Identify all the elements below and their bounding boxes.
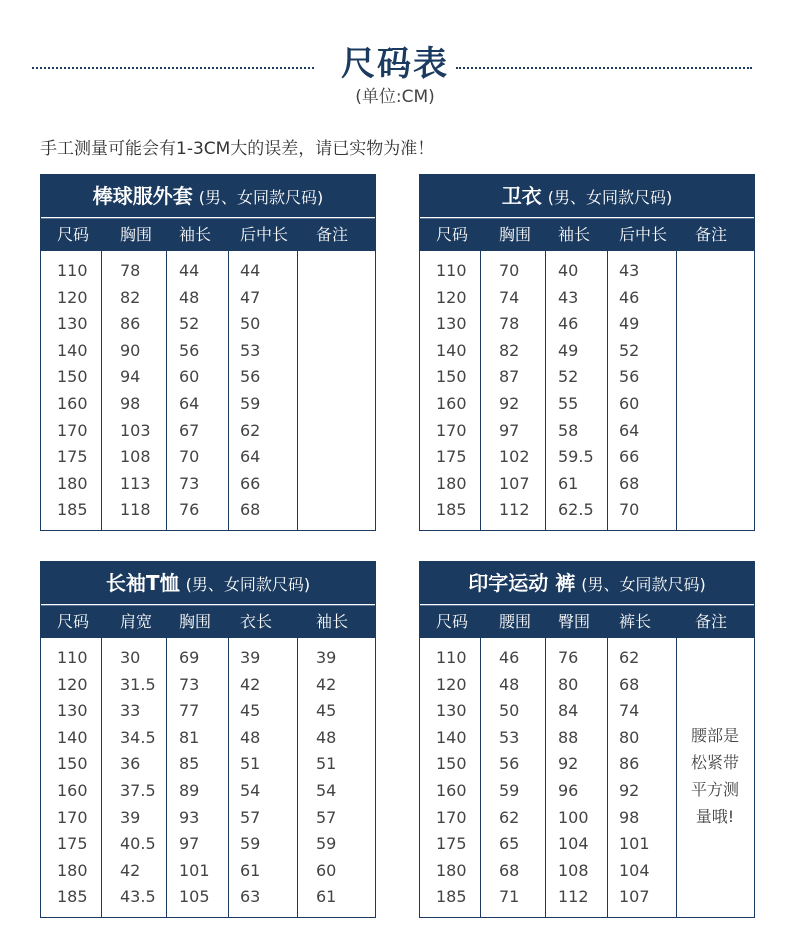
table-cell: 61 [316, 887, 337, 907]
column-divider [545, 638, 546, 917]
column-divider [480, 251, 481, 530]
size-table-sweatpants [419, 561, 755, 918]
table-cell: 175 [436, 834, 467, 854]
table-cell: 170 [436, 420, 467, 440]
table-cell: 107 [619, 887, 650, 907]
table-cell: 108 [120, 447, 151, 467]
table-cell: 59 [240, 834, 261, 854]
table-cell: 56 [240, 367, 261, 387]
table-cell: 46 [558, 314, 579, 334]
table-cell: 130 [436, 701, 467, 721]
table-cell: 48 [240, 727, 261, 747]
table-cell: 40 [558, 261, 579, 280]
table-cell: 46 [619, 287, 640, 307]
table-cell: 45 [316, 701, 337, 721]
table-cell: 130 [436, 314, 467, 334]
table-cell: 98 [120, 394, 141, 413]
table-cell: 42 [316, 674, 337, 694]
column-header: 袖长 [316, 612, 349, 631]
table-cell: 50 [499, 701, 520, 721]
table-cell: 65 [499, 834, 520, 854]
table-cell: 54 [316, 781, 337, 800]
column-header: 备注 [695, 225, 728, 244]
table-cell: 140 [436, 340, 467, 360]
column-divider [607, 251, 608, 530]
table-cell: 150 [57, 367, 88, 387]
table-cell: 160 [57, 781, 88, 800]
table-cell: 175 [436, 447, 467, 467]
table-header-row [41, 218, 375, 251]
table-cell: 60 [316, 860, 337, 880]
table-cell: 59 [316, 834, 337, 854]
table-cell: 98 [619, 807, 640, 827]
table-cell: 34.5 [120, 727, 156, 747]
table-cell: 66 [619, 447, 640, 467]
table-cell: 118 [120, 500, 151, 520]
column-divider [228, 251, 229, 530]
table-title-bar [420, 175, 754, 217]
table-cell: 48 [316, 727, 337, 747]
table-cell: 185 [57, 500, 88, 520]
table-cell: 86 [619, 754, 640, 774]
table-cell: 69 [179, 648, 200, 667]
remark-line: 松紧带 [690, 753, 739, 772]
column-divider [676, 251, 677, 530]
table-cell: 64 [179, 394, 200, 413]
table-cell: 73 [179, 674, 200, 694]
table-cell: 76 [179, 500, 200, 520]
table-cell: 36 [120, 754, 141, 774]
table-cell: 120 [57, 287, 88, 307]
table-title-bar [41, 175, 375, 217]
column-divider [166, 638, 167, 917]
table-title-bar [420, 562, 754, 604]
table-cell: 185 [436, 887, 467, 907]
table-cell: 92 [499, 394, 520, 413]
table-cell: 81 [179, 727, 200, 747]
table-cell: 51 [316, 754, 337, 774]
column-header: 尺码 [57, 225, 90, 244]
table-cell: 48 [179, 287, 200, 307]
table-cell: 62 [499, 807, 520, 827]
table-cell: 105 [179, 887, 210, 907]
table-cell: 44 [179, 261, 200, 280]
table-cell: 52 [179, 314, 200, 334]
unit-label: (单位:CM) [355, 87, 435, 107]
table-cell: 45 [240, 701, 261, 721]
table-cell: 70 [499, 261, 520, 280]
table-cell: 43 [619, 261, 640, 280]
table-cell: 57 [316, 807, 337, 827]
table-cell: 150 [57, 754, 88, 774]
table-cell: 61 [558, 473, 579, 493]
table-cell: 150 [436, 754, 467, 774]
table-cell: 96 [558, 781, 579, 800]
table-cell: 160 [436, 781, 467, 800]
table-cell: 170 [436, 807, 467, 827]
table-cell: 59.5 [558, 447, 594, 467]
column-header: 尺码 [436, 225, 469, 244]
column-header: 袖长 [179, 225, 212, 244]
table-cell: 112 [558, 887, 589, 907]
table-cell: 102 [499, 447, 530, 467]
table-subtitle: (男、女同款尺码) [198, 188, 324, 207]
table-cell: 56 [179, 340, 200, 360]
measurement-note: 手工测量可能会有1-3CM大的误差，请已实物为准！ [40, 139, 435, 159]
table-cell: 70 [179, 447, 200, 467]
table-cell: 89 [179, 781, 200, 800]
table-cell: 56 [499, 754, 520, 774]
table-cell: 97 [179, 834, 200, 854]
table-title: 长袖T恤 [105, 571, 180, 595]
table-cell: 185 [436, 500, 467, 520]
remark-line: 腰部是 [690, 726, 739, 745]
table-cell: 52 [619, 340, 640, 360]
table-cell: 180 [436, 860, 467, 880]
table-cell: 37.5 [120, 781, 156, 800]
table-cell: 67 [179, 420, 200, 440]
table-header-row [420, 605, 754, 638]
table-cell: 62 [619, 648, 640, 667]
table-cell: 59 [499, 781, 520, 800]
table-cell: 108 [558, 860, 589, 880]
table-cell: 70 [619, 500, 640, 520]
table-cell: 39 [240, 648, 261, 667]
page-title: 尺码表 [341, 44, 449, 84]
table-cell: 46 [499, 648, 520, 667]
table-cell: 53 [499, 727, 520, 747]
table-cell: 56 [619, 367, 640, 387]
table-cell: 59 [240, 394, 261, 413]
table-cell: 60 [619, 394, 640, 413]
table-cell: 82 [120, 287, 141, 307]
column-header: 备注 [316, 225, 349, 244]
column-header: 后中长 [240, 225, 289, 244]
table-cell: 60 [179, 367, 200, 387]
column-divider [480, 638, 481, 917]
table-cell: 120 [436, 674, 467, 694]
table-cell: 170 [57, 807, 88, 827]
table-cell: 185 [57, 887, 88, 907]
column-divider [545, 251, 546, 530]
table-cell: 113 [120, 473, 151, 493]
remark-line: 平方测 [690, 780, 739, 799]
table-cell: 90 [120, 340, 141, 360]
table-cell: 130 [57, 701, 88, 721]
table-cell: 92 [619, 781, 640, 800]
table-cell: 49 [558, 340, 579, 360]
column-divider [101, 251, 102, 530]
table-cell: 110 [436, 261, 467, 280]
table-cell: 175 [57, 834, 88, 854]
table-cell: 73 [179, 473, 200, 493]
table-cell: 97 [499, 420, 520, 440]
table-title-bar [41, 562, 375, 604]
dotted-divider-right [456, 67, 752, 69]
table-cell: 92 [558, 754, 579, 774]
table-cell: 94 [120, 367, 141, 387]
table-cell: 62.5 [558, 500, 594, 520]
column-divider [166, 251, 167, 530]
column-header: 尺码 [436, 612, 469, 631]
column-header: 腰围 [499, 612, 532, 631]
table-cell: 52 [558, 367, 579, 387]
table-cell: 100 [558, 807, 589, 827]
table-cell: 43.5 [120, 887, 156, 907]
table-cell: 51 [240, 754, 261, 774]
column-header: 后中长 [619, 225, 668, 244]
table-cell: 170 [57, 420, 88, 440]
table-cell: 112 [499, 500, 530, 520]
table-cell: 64 [240, 447, 261, 467]
table-cell: 110 [57, 261, 88, 280]
table-cell: 50 [240, 314, 261, 334]
table-cell: 110 [57, 648, 88, 667]
column-header: 袖长 [558, 225, 591, 244]
table-cell: 80 [619, 727, 640, 747]
column-header: 备注 [695, 612, 728, 631]
table-subtitle: (男、女同款尺码) [547, 188, 673, 207]
table-cell: 120 [436, 287, 467, 307]
table-cell: 93 [179, 807, 200, 827]
table-title: 印字运动 裤 [468, 571, 576, 595]
table-cell: 44 [240, 261, 261, 280]
table-cell: 130 [57, 314, 88, 334]
table-cell: 43 [558, 287, 579, 307]
remark-line: 量哦! [695, 807, 735, 826]
table-cell: 104 [619, 860, 650, 880]
column-header: 胸围 [179, 612, 212, 631]
table-cell: 54 [240, 781, 261, 800]
table-cell: 39 [316, 648, 337, 667]
table-cell: 88 [558, 727, 579, 747]
title-row [0, 36, 790, 86]
column-divider [607, 638, 608, 917]
column-divider [297, 251, 298, 530]
table-cell: 55 [558, 394, 579, 413]
table-header-row [420, 218, 754, 251]
table-cell: 120 [57, 674, 88, 694]
column-header: 裤长 [619, 612, 652, 631]
table-cell: 86 [120, 314, 141, 334]
size-table-baseball-jacket [40, 174, 376, 531]
table-cell: 85 [179, 754, 200, 774]
table-cell: 42 [120, 860, 141, 880]
table-cell: 160 [57, 394, 88, 413]
table-cell: 74 [619, 701, 640, 721]
table-cell: 47 [240, 287, 261, 307]
table-cell: 101 [179, 860, 210, 880]
table-cell: 49 [619, 314, 640, 334]
table-title: 棒球服外套 [92, 184, 193, 208]
table-cell: 80 [558, 674, 579, 694]
size-table-hoodie [419, 174, 755, 531]
table-cell: 33 [120, 701, 141, 721]
table-cell: 150 [436, 367, 467, 387]
column-divider [101, 638, 102, 917]
table-cell: 140 [57, 340, 88, 360]
table-cell: 42 [240, 674, 261, 694]
table-cell: 61 [240, 860, 261, 880]
column-header: 胸围 [120, 225, 153, 244]
table-cell: 175 [57, 447, 88, 467]
column-header: 胸围 [499, 225, 532, 244]
size-table-long-sleeve-tee [40, 561, 376, 918]
column-header: 臀围 [558, 612, 591, 631]
column-header: 尺码 [57, 612, 90, 631]
table-cell: 62 [240, 420, 261, 440]
table-cell: 87 [499, 367, 520, 387]
table-cell: 68 [499, 860, 520, 880]
table-cell: 180 [57, 473, 88, 493]
table-cell: 68 [619, 473, 640, 493]
column-header: 肩宽 [120, 612, 153, 631]
table-cell: 140 [57, 727, 88, 747]
table-cell: 63 [240, 887, 261, 907]
table-title: 卫衣 [501, 184, 542, 208]
table-cell: 66 [240, 473, 261, 493]
table-cell: 57 [240, 807, 261, 827]
table-cell: 160 [436, 394, 467, 413]
table-cell: 64 [619, 420, 640, 440]
table-cell: 103 [120, 420, 151, 440]
column-divider [297, 638, 298, 917]
table-subtitle: (男、女同款尺码) [581, 575, 706, 594]
table-cell: 110 [436, 648, 467, 667]
table-cell: 77 [179, 701, 200, 721]
column-header: 衣长 [240, 612, 273, 631]
table-cell: 78 [120, 261, 141, 280]
table-cell: 180 [436, 473, 467, 493]
column-divider [228, 638, 229, 917]
table-cell: 76 [558, 648, 579, 667]
table-subtitle: (男、女同款尺码) [185, 575, 311, 594]
table-cell: 68 [619, 674, 640, 694]
table-cell: 140 [436, 727, 467, 747]
table-cell: 39 [120, 807, 141, 827]
table-cell: 48 [499, 674, 520, 694]
table-cell: 58 [558, 420, 579, 440]
table-cell: 107 [499, 473, 530, 493]
table-cell: 101 [619, 834, 650, 854]
table-cell: 78 [499, 314, 520, 334]
table-cell: 84 [558, 701, 579, 721]
table-cell: 53 [240, 340, 261, 360]
table-cell: 30 [120, 648, 141, 667]
table-cell: 40.5 [120, 834, 156, 854]
table-cell: 71 [499, 887, 520, 907]
table-cell: 74 [499, 287, 520, 307]
table-header-row [41, 605, 375, 638]
table-cell: 31.5 [120, 674, 156, 694]
remark-note [676, 722, 754, 830]
table-cell: 82 [499, 340, 520, 360]
table-cell: 104 [558, 834, 589, 854]
table-cell: 180 [57, 860, 88, 880]
table-cell: 68 [240, 500, 261, 520]
